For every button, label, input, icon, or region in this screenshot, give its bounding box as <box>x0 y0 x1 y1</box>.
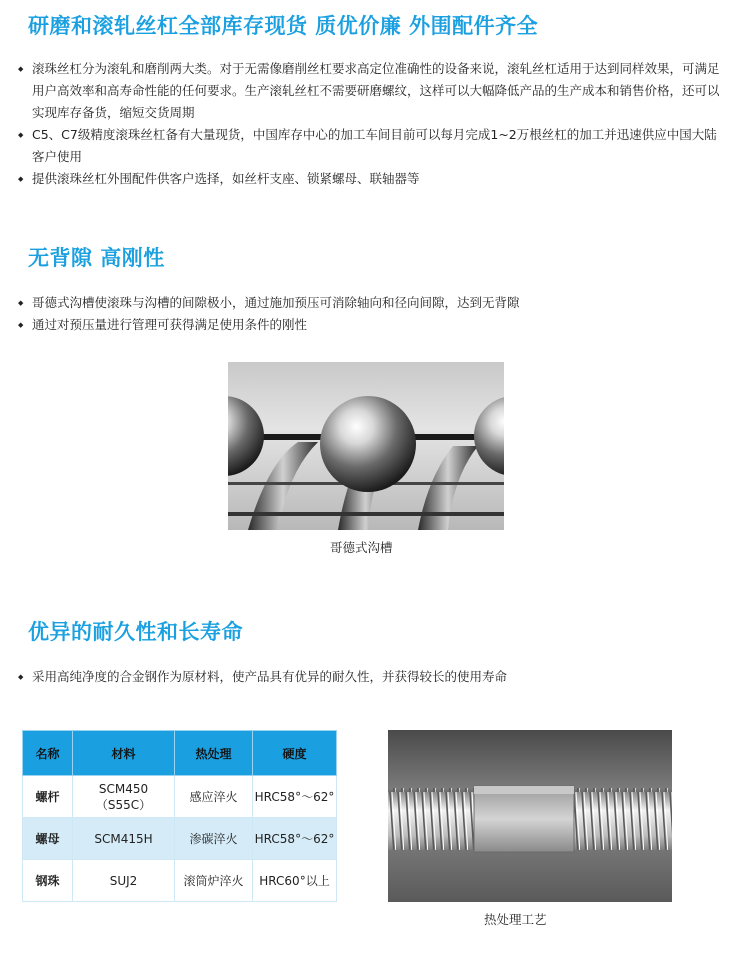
table-header-row <box>23 731 337 776</box>
column-header-name: 名称 <box>23 731 73 776</box>
section-title-rigidity: 无背隙 高刚性 <box>28 246 165 270</box>
heat-treatment-photo <box>388 730 672 902</box>
inventory-bullet-list <box>18 58 720 190</box>
list-item: ◆ 哥德式沟槽使滚珠与沟槽的间隙极小，通过施加预压可消除轴向和径向间隙，达到无背隙 <box>18 292 720 314</box>
list-item: ◆ 滚珠丝杠分为滚轧和磨削两大类。对于无需像磨削丝杠要求高定位准确性的设备来说，滚轧丝杠适用于达到同样效果，可满足用户高效率和高寿命性能的任何要求。生产滚轧丝杠不需要研磨螺纹，这样可以大幅降低产品的生产成本和销售价格，还可以实现库存备货，缩短交货周期 <box>18 58 720 124</box>
list-item: ◆ 提供滚珠丝杠外围配件供客户选择，如丝杆支座、锁紧螺母、联轴器等 <box>18 168 720 190</box>
column-header-hardness: 硬度 <box>253 731 337 776</box>
column-header-treatment: 热处理 <box>175 731 253 776</box>
list-item: ◆ C5、C7级精度滚珠丝杠备有大量现货，中国库存中心的加工车间目前可以每月完成1~2万根丝杠的加工并迅速供应中国大陆客户使用 <box>18 124 720 168</box>
cell-hardness: HRC58°～62° <box>253 818 337 860</box>
gothic-groove-caption: 哥德式沟槽 <box>330 540 393 555</box>
material-line: SCM450 <box>98 781 149 796</box>
material-spec-table <box>22 730 337 902</box>
list-item: ◆ 采用高纯净度的合金钢作为原材料，使产品具有优异的耐久性，并获得较长的使用寿命 <box>18 666 720 688</box>
cell-hardness: HRC58°～62° <box>253 776 337 818</box>
list-item: ◆ 通过对预压量进行管理可获得满足使用条件的刚性 <box>18 314 720 336</box>
cell-name: 螺母 <box>23 818 73 860</box>
cell-material <box>73 776 175 818</box>
table-row <box>23 818 337 860</box>
material-line: （S55C） <box>95 797 152 812</box>
cell-name: 钢珠 <box>23 860 73 902</box>
section-title-durability: 优异的耐久性和长寿命 <box>28 620 243 644</box>
cell-material: SCM415H <box>73 818 175 860</box>
rigidity-bullet-list <box>18 292 720 336</box>
cell-treatment: 渗碳淬火 <box>175 818 253 860</box>
table-row <box>23 776 337 818</box>
cell-hardness: HRC60°以上 <box>253 860 337 902</box>
table-row <box>23 860 337 902</box>
heat-treatment-caption: 热处理工艺 <box>484 912 547 927</box>
cell-material: SUJ2 <box>73 860 175 902</box>
cell-treatment: 滚筒炉淬火 <box>175 860 253 902</box>
durability-bullet-list <box>18 666 720 688</box>
section-title-inventory: 研磨和滚轧丝杠全部库存现货 质优价廉 外围配件齐全 <box>28 14 539 38</box>
cell-name: 螺杆 <box>23 776 73 818</box>
column-header-material: 材料 <box>73 731 175 776</box>
cell-treatment: 感应淬火 <box>175 776 253 818</box>
gothic-groove-photo <box>228 362 504 530</box>
